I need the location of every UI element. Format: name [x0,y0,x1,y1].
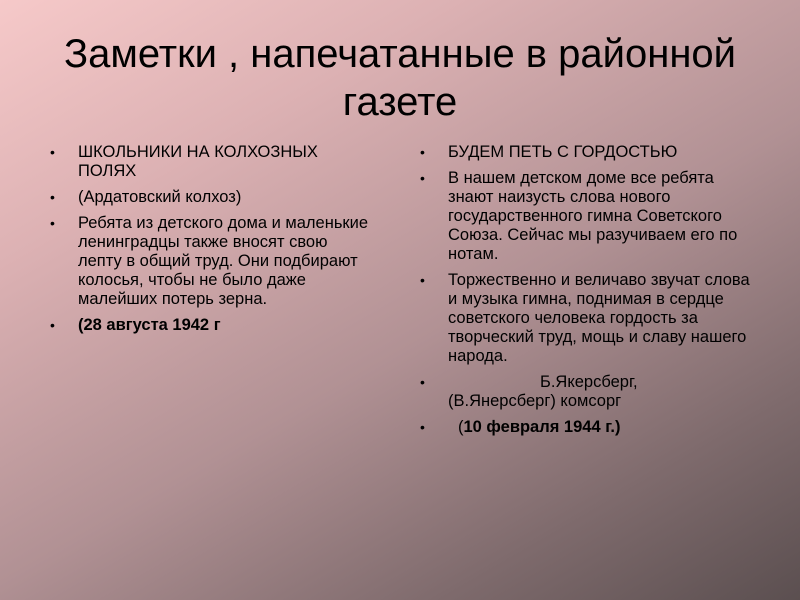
right-item-body-2: Торжественно и величаво звучат слова и музыка гимна, поднимая в сердце советского человека гордость за творческий труд, мощь и славу нашего народа. [448,271,750,365]
left-column-list [50,143,370,342]
right-item-body-1: В нашем детском доме все ребята знают наизусть слова нового государственного гимна Советского Союза. Сейчас мы разучиваем его по нотам. [448,169,738,263]
right-item-date-prefix: ( [458,418,464,436]
list-item [420,418,750,437]
bullet-icon: • [50,189,55,205]
left-item-date: (28 августа 1942 г [78,316,221,334]
bullet-icon: • [420,272,425,288]
bullet-icon: • [420,374,425,390]
list-item [50,214,370,309]
bullet-icon: • [50,144,55,160]
right-item-heading: БУДЕМ ПЕТЬ С ГОРДОСТЬЮ [448,143,678,161]
bullet-icon: • [50,215,55,231]
left-item-subheading: (Ардатовский колхоз) [78,188,242,206]
bullet-icon: • [420,170,425,186]
list-item [50,143,370,181]
list-item [50,188,370,207]
slide-title: Заметки , напечатанные в районной газете [63,32,737,124]
list-item [420,143,750,162]
bullet-icon: • [420,419,425,435]
right-column-list [420,143,750,444]
list-item [420,373,750,411]
left-item-body: Ребята из детского дома и маленькие ленинградцы также вносят свою лепту в общий труд. Они подбирают колосья, чтобы не было даже малейших потерь зерна. [78,214,369,308]
right-item-author: Б.Якерсберг, [540,373,638,391]
bullet-icon: • [420,144,425,160]
left-item-heading: ШКОЛЬНИКИ НА КОЛХОЗНЫХ ПОЛЯХ [78,143,318,180]
right-item-date: 10 февраля 1944 г.) [463,418,621,436]
list-item [50,316,370,335]
list-item [420,271,750,366]
right-item-author-role: (В.Янерсберг) комсорг [448,392,622,410]
list-item [420,169,750,264]
bullet-icon: • [50,317,55,333]
